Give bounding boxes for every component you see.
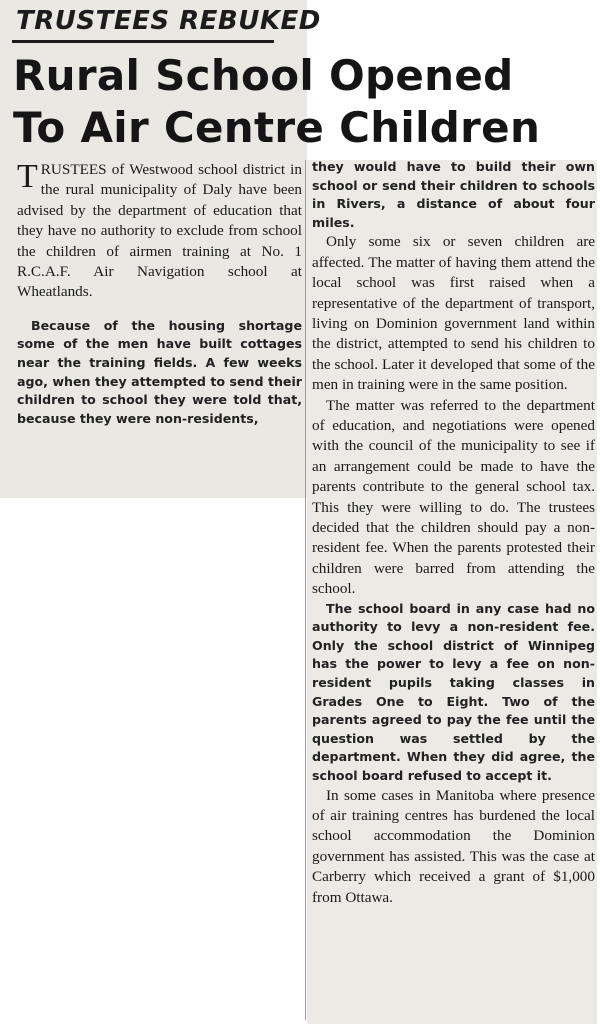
kicker-underline <box>12 40 274 43</box>
kicker-heading: TRUSTEES REBUKED <box>16 6 321 36</box>
paragraph-continuation: they would have to build their own school or send their children to schools in Rivers, a distance of about four miles. <box>312 159 595 230</box>
lead-paragraph-text: RUSTEES of Westwood school district in the rural municipality of Daly have been advised by the department of education that they have no authority to exclude from school the children of airmen training at No. 1 R.C.A.F. Air Navigation school at Wheatlands. <box>17 161 302 301</box>
article-column-right <box>312 158 595 908</box>
paragraph-housing: Because of the housing shortage some of the men have built cottages near the training fields. A few weeks ago, when they attempted to send their children to school they were told that, because they were non-residents, <box>17 317 302 426</box>
headline <box>13 50 540 154</box>
headline-line-1: Rural School Opened <box>13 51 514 100</box>
paragraph-affected: Only some six or seven children are affected. The matter of having them attend the local school was first raised when a representative of the department of transport, living on Dominion government land within the district, attempted to send his children to the school. Later it developed that some of the men in training were in the same position. <box>312 233 595 394</box>
paragraph-authority: The school board in any case had no authority to levy a non-resident fee. Only the school district of Winnipeg has the power to levy a fee on non-resident pupils taking classes in Grades One to Eight. Two of the parents agreed to pay the fee until the question was settled by the department. When they did agree, the school board refused to accept it. <box>312 600 595 784</box>
headline-line-2: To Air Centre Children <box>13 103 541 152</box>
article-column-left <box>17 160 302 428</box>
column-divider <box>305 160 306 1020</box>
drop-cap: T <box>17 158 38 195</box>
lead-paragraph <box>17 160 302 303</box>
paragraph-negotiations: The matter was referred to the department of education, and negotiations were opened with the council of the municipality to see if an arrangement could be made to have the parents contribute to the general school tax. This they were willing to do. The trustees decided that the children should pay a non-resident fee. When the parents protested their children were barred from attending the school. <box>312 396 595 598</box>
paragraph-manitoba: In some cases in Manitoba where presence of air training centres has burdened the local school accommodation the Dominion government has assisted. This was the case at Carberry which received a grant of $1,000 from Ottawa. <box>312 786 595 906</box>
